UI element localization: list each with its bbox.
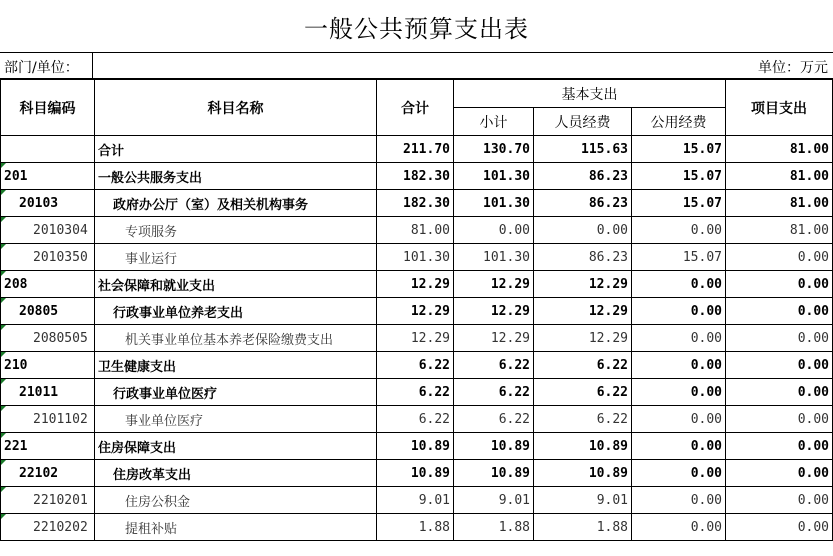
- table-row: [1, 325, 833, 352]
- row-name: 行政事业单位医疗: [95, 379, 377, 406]
- row-project: 0.00: [726, 406, 833, 433]
- row-project: 81.00: [726, 136, 833, 163]
- row-public: 0.00: [632, 271, 726, 298]
- row-name: 合计: [95, 136, 377, 163]
- header-basic: 基本支出: [454, 80, 726, 108]
- row-personnel: 6.22: [534, 379, 632, 406]
- table-row: [1, 379, 833, 406]
- header-code: 科目编码: [1, 80, 95, 136]
- row-personnel: 6.22: [534, 352, 632, 379]
- row-subtotal: 0.00: [454, 217, 534, 244]
- row-project: 0.00: [726, 325, 833, 352]
- row-total: 101.30: [377, 244, 454, 271]
- row-code: 20103: [1, 190, 95, 217]
- row-code: 2101102: [1, 406, 95, 433]
- table-body: [1, 136, 833, 541]
- row-project: 0.00: [726, 487, 833, 514]
- row-personnel: 12.29: [534, 298, 632, 325]
- row-public: 15.07: [632, 136, 726, 163]
- row-total: 6.22: [377, 379, 454, 406]
- row-project: 81.00: [726, 190, 833, 217]
- row-public: 0.00: [632, 460, 726, 487]
- table-row: [1, 217, 833, 244]
- row-public: 0.00: [632, 325, 726, 352]
- row-public: 0.00: [632, 487, 726, 514]
- row-subtotal: 9.01: [454, 487, 534, 514]
- row-subtotal: 1.88: [454, 514, 534, 541]
- unit-bar: [0, 52, 833, 79]
- row-name: 卫生健康支出: [95, 352, 377, 379]
- row-total: 12.29: [377, 298, 454, 325]
- row-total: 182.30: [377, 190, 454, 217]
- row-subtotal: 101.30: [454, 190, 534, 217]
- header-subtotal: 小计: [454, 108, 534, 136]
- row-personnel: 115.63: [534, 136, 632, 163]
- row-personnel: 6.22: [534, 406, 632, 433]
- row-personnel: 86.23: [534, 163, 632, 190]
- row-subtotal: 6.22: [454, 406, 534, 433]
- row-name: 住房保障支出: [95, 433, 377, 460]
- row-code: [1, 136, 95, 163]
- row-personnel: 1.88: [534, 514, 632, 541]
- row-personnel: 10.89: [534, 460, 632, 487]
- row-project: 0.00: [726, 298, 833, 325]
- row-code: 210: [1, 352, 95, 379]
- row-code: 21011: [1, 379, 95, 406]
- row-project: 0.00: [726, 433, 833, 460]
- table-row: [1, 190, 833, 217]
- row-code: 20805: [1, 298, 95, 325]
- row-public: 0.00: [632, 217, 726, 244]
- row-project: 0.00: [726, 514, 833, 541]
- row-project: 0.00: [726, 460, 833, 487]
- table-row: [1, 298, 833, 325]
- row-total: 1.88: [377, 514, 454, 541]
- row-code: 208: [1, 271, 95, 298]
- row-subtotal: 6.22: [454, 352, 534, 379]
- budget-table: [0, 79, 833, 541]
- row-personnel: 0.00: [534, 217, 632, 244]
- header-name: 科目名称: [95, 80, 377, 136]
- row-project: 81.00: [726, 163, 833, 190]
- row-personnel: 10.89: [534, 433, 632, 460]
- row-public: 15.07: [632, 190, 726, 217]
- unit-bar-divider: [92, 53, 93, 78]
- row-total: 6.22: [377, 406, 454, 433]
- table-row: [1, 514, 833, 541]
- row-subtotal: 12.29: [454, 298, 534, 325]
- row-subtotal: 6.22: [454, 379, 534, 406]
- row-public: 15.07: [632, 244, 726, 271]
- row-subtotal: 101.30: [454, 244, 534, 271]
- row-code: 2210202: [1, 514, 95, 541]
- row-personnel: 12.29: [534, 325, 632, 352]
- table-title: 一般公共预算支出表: [304, 14, 529, 43]
- row-code: 201: [1, 163, 95, 190]
- row-code: 221: [1, 433, 95, 460]
- row-total: 10.89: [377, 460, 454, 487]
- row-code: 2080505: [1, 325, 95, 352]
- row-name: 社会保障和就业支出: [95, 271, 377, 298]
- row-project: 0.00: [726, 379, 833, 406]
- row-name: 事业运行: [95, 244, 377, 271]
- table-row: [1, 136, 833, 163]
- table-row: [1, 406, 833, 433]
- row-public: 0.00: [632, 379, 726, 406]
- row-code: 2010350: [1, 244, 95, 271]
- row-subtotal: 12.29: [454, 325, 534, 352]
- row-project: 0.00: [726, 271, 833, 298]
- row-name: 提租补贴: [95, 514, 377, 541]
- row-public: 0.00: [632, 298, 726, 325]
- row-name: 住房公积金: [95, 487, 377, 514]
- row-project: 0.00: [726, 352, 833, 379]
- header-project: 项目支出: [726, 80, 833, 136]
- row-code: 2010304: [1, 217, 95, 244]
- table-row: [1, 244, 833, 271]
- table-row: [1, 433, 833, 460]
- row-name: 事业单位医疗: [95, 406, 377, 433]
- table-row: [1, 352, 833, 379]
- row-name: 住房改革支出: [95, 460, 377, 487]
- table-row: [1, 163, 833, 190]
- row-code: 22102: [1, 460, 95, 487]
- row-total: 9.01: [377, 487, 454, 514]
- row-personnel: 9.01: [534, 487, 632, 514]
- row-subtotal: 10.89: [454, 433, 534, 460]
- row-total: 211.70: [377, 136, 454, 163]
- row-total: 182.30: [377, 163, 454, 190]
- row-subtotal: 101.30: [454, 163, 534, 190]
- row-code: 2210201: [1, 487, 95, 514]
- row-personnel: 86.23: [534, 190, 632, 217]
- table-row: [1, 460, 833, 487]
- table-row: [1, 271, 833, 298]
- row-public: 0.00: [632, 406, 726, 433]
- row-name: 政府办公厅（室）及相关机构事务: [95, 190, 377, 217]
- row-total: 12.29: [377, 325, 454, 352]
- row-project: 0.00: [726, 244, 833, 271]
- department-label: 部门/单位：: [4, 60, 79, 76]
- row-personnel: 86.23: [534, 244, 632, 271]
- header-personnel: 人员经费: [534, 108, 632, 136]
- row-total: 12.29: [377, 271, 454, 298]
- row-subtotal: 12.29: [454, 271, 534, 298]
- row-name: 行政事业单位养老支出: [95, 298, 377, 325]
- row-subtotal: 130.70: [454, 136, 534, 163]
- header-public: 公用经费: [632, 108, 726, 136]
- row-public: 0.00: [632, 433, 726, 460]
- row-personnel: 12.29: [534, 271, 632, 298]
- row-name: 一般公共服务支出: [95, 163, 377, 190]
- unit-label: 单位：万元: [758, 60, 828, 76]
- row-project: 81.00: [726, 217, 833, 244]
- row-public: 0.00: [632, 352, 726, 379]
- header-total: 合计: [377, 80, 454, 136]
- row-total: 6.22: [377, 352, 454, 379]
- row-name: 机关事业单位基本养老保险缴费支出: [95, 325, 377, 352]
- table-row: [1, 487, 833, 514]
- row-name: 专项服务: [95, 217, 377, 244]
- row-public: 15.07: [632, 163, 726, 190]
- row-total: 81.00: [377, 217, 454, 244]
- row-subtotal: 10.89: [454, 460, 534, 487]
- row-public: 0.00: [632, 514, 726, 541]
- row-total: 10.89: [377, 433, 454, 460]
